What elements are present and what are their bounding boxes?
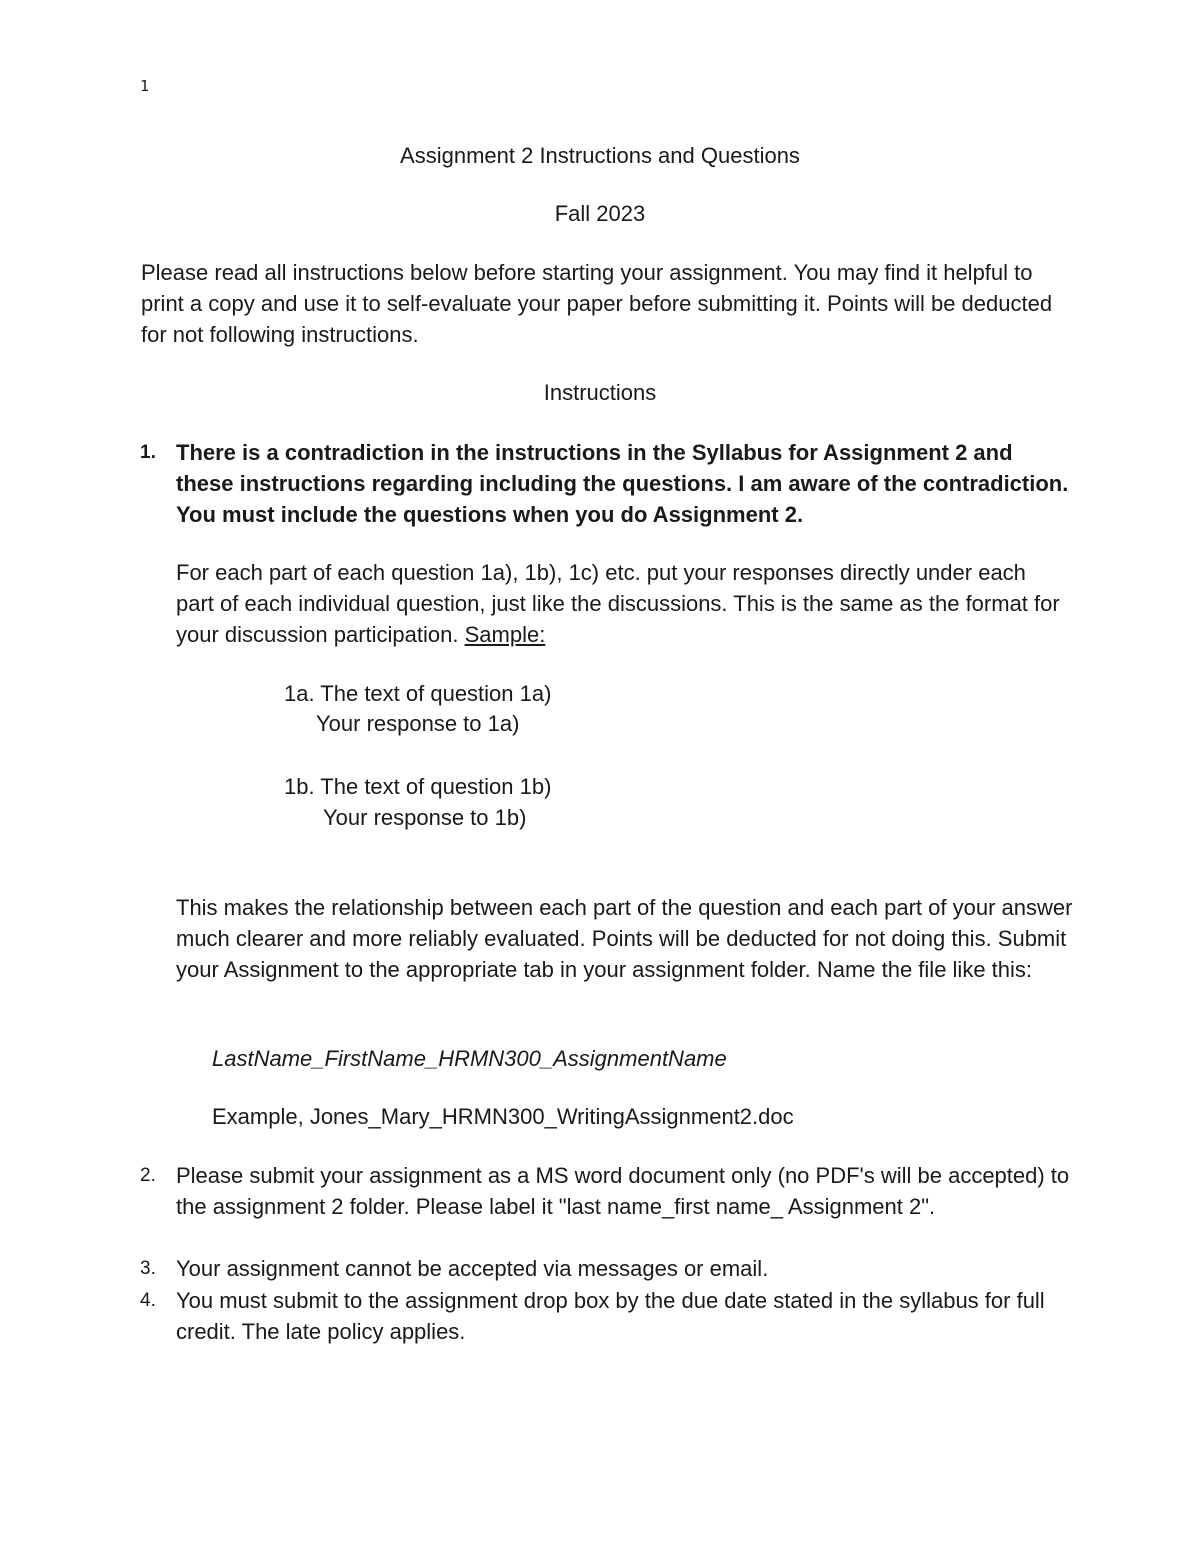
- sample-question-1a: 1a. The text of question 1a): [284, 681, 552, 706]
- document-title: Assignment 2 Instructions and Questions: [400, 143, 800, 168]
- instruction-item-2: [140, 1160, 1070, 1222]
- instruction-text: Your assignment cannot be accepted via messages or email.: [176, 1256, 769, 1281]
- document-term: Fall 2023: [554, 201, 646, 226]
- format-instructions-text: For each part of each question 1a), 1b), 1c) etc. put your responses directly under each part of each individual question, just like the discussions. This is the same as the format for your discussion participation.: [176, 560, 1060, 647]
- intro-paragraph: Please read all instructions below before starting your assignment. You may find it helpful to print a copy and use it to self-evaluate your paper before submitting it. Points will be deducted for not following instructions.: [141, 260, 1053, 347]
- filename-pattern: LastName_FirstName_HRMN300_AssignmentName: [212, 1046, 727, 1071]
- instruction-item-1: [140, 437, 1070, 530]
- page-number: 1: [140, 77, 150, 95]
- list-number: 4.: [140, 1290, 156, 1311]
- list-number: 3.: [140, 1258, 156, 1279]
- instruction-item-4: [140, 1285, 1070, 1347]
- list-number: 1.: [140, 442, 156, 463]
- instruction-text: You must submit to the assignment drop box by the due date stated in the syllabus for full credit. The late policy applies.: [176, 1288, 1045, 1344]
- section-heading-instructions: Instructions: [543, 380, 657, 405]
- instruction-item-3: [140, 1253, 1070, 1284]
- sample-response-1b: Your response to 1b): [323, 805, 527, 830]
- instruction-text: Please submit your assignment as a MS word document only (no PDF's will be accepted) to the assignment 2 folder. Please label it "last name_first name_ Assignment 2".: [176, 1163, 1070, 1219]
- filename-example: Example, Jones_Mary_HRMN300_WritingAssignment2.doc: [212, 1104, 794, 1129]
- sample-question-1b: 1b. The text of question 1b): [284, 774, 552, 799]
- sample-label: Sample:: [464, 622, 546, 647]
- list-number: 2.: [140, 1165, 156, 1186]
- format-instructions-paragraph: [176, 557, 1066, 650]
- instruction-bold-text: There is a contradiction in the instructions in the Syllabus for Assignment 2 and these instructions regarding including the questions. I am aware of the contradiction. You must include the questions when you do Assignment 2.: [176, 440, 1069, 527]
- relationship-paragraph: This makes the relationship between each part of the question and each part of your answer much clearer and more reliably evaluated. Points will be deducted for not doing this. Submit your Assignment to the appropriate tab in your assignment folder. Name the file like this:: [176, 895, 1073, 982]
- sample-response-1a: Your response to 1a): [316, 711, 520, 736]
